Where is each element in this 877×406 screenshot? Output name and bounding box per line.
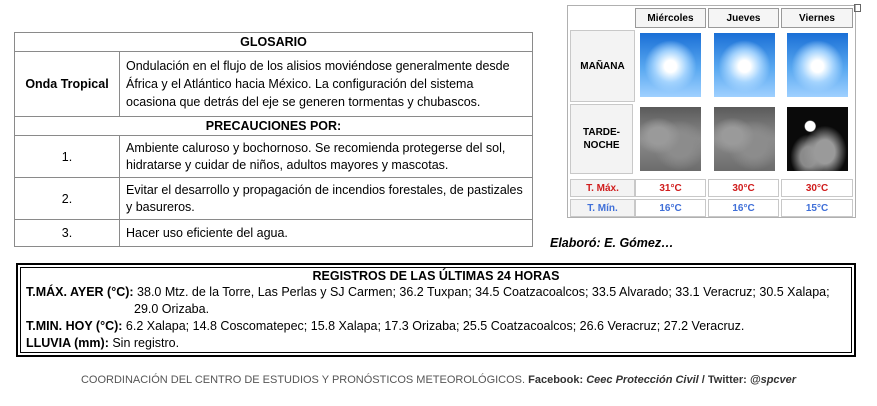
footer bbox=[0, 374, 877, 386]
sunny-icon bbox=[640, 33, 701, 97]
tmax-value: 30°C bbox=[781, 179, 853, 197]
records-tmax-line bbox=[26, 284, 846, 301]
tmax-value: 31°C bbox=[635, 179, 706, 197]
records-tmax-label: T.MÁX. AYER (°C): bbox=[26, 285, 134, 299]
records-title: REGISTROS DE LAS ÚLTIMAS 24 HORAS bbox=[312, 269, 560, 283]
precaution-text: Hacer uso eficiente del agua. bbox=[120, 220, 533, 247]
author: Elaboró: E. Gómez… bbox=[550, 236, 674, 250]
footer-org: COORDINACIÓN DEL CENTRO DE ESTUDIOS Y PRONÓSTICOS METEOROLÓGICOS. bbox=[80, 374, 529, 386]
precaution-number: 1. bbox=[15, 136, 120, 178]
precautions-title: PRECAUCIONES POR: bbox=[15, 117, 533, 136]
footer-tw-label: Twitter: bbox=[707, 374, 750, 386]
records-tmin-text: 6.2 Xalapa; 14.8 Coscomatepec; 15.8 Xalapa; 17.3 Orizaba; 25.5 Coatzacoalcos; 26.6 Veracruz; 27.2 Veracruz. bbox=[122, 319, 745, 333]
day-header: Jueves bbox=[708, 8, 779, 28]
records-box bbox=[16, 263, 856, 357]
forecast-panel bbox=[567, 5, 856, 218]
records-rain-label: LLUVIA (mm): bbox=[26, 336, 109, 350]
precaution-number: 2. bbox=[15, 178, 120, 220]
glossary-title: GLOSARIO bbox=[15, 33, 533, 52]
records-tmin-line bbox=[26, 318, 846, 335]
footer-twitter: @spcver bbox=[749, 374, 797, 386]
records-tmin-label: T.MIN. HOY (°C): bbox=[26, 319, 123, 333]
records-rain-text: Sin registro. bbox=[108, 336, 180, 350]
precaution-text: Evitar el desarrollo y propagación de incendios forestales, de pastizales y basureros. bbox=[120, 178, 533, 220]
footer-fb-label: Facebook: bbox=[528, 374, 587, 386]
row-label-morning: MAÑANA bbox=[570, 30, 635, 102]
records-rain-line bbox=[26, 335, 846, 352]
records-tmax-text2: 29.0 Orizaba. bbox=[134, 302, 210, 316]
cloudy-icon bbox=[640, 107, 701, 171]
tmin-label: T. Mín. bbox=[570, 199, 635, 217]
cloudy-icon bbox=[714, 107, 775, 171]
tmin-value: 16°C bbox=[708, 199, 779, 217]
tmax-value: 30°C bbox=[708, 179, 779, 197]
footer-facebook: Ceec Protección Civil bbox=[586, 374, 699, 386]
glossary-term: Onda Tropical bbox=[15, 52, 120, 117]
tmin-value: 16°C bbox=[635, 199, 706, 217]
tmin-value: 15°C bbox=[781, 199, 853, 217]
glossary-definition: Ondulación en el flujo de los alisios moviéndose generalmente desde África y el Atlántico hacia México. La configuración del sistema ocasiona que detrás del eje se generen tormentas y chubascos. bbox=[120, 52, 533, 117]
records-tmax-text: 38.0 Mtz. de la Torre, Las Perlas y SJ Carmen; 36.2 Tuxpan; 34.5 Coatzacoalcos; 33.5 Alvarado; 33.1 Veracruz; 30.5 Xalapa; bbox=[133, 285, 830, 299]
sunny-icon bbox=[787, 33, 848, 97]
day-header: Miércoles bbox=[635, 8, 706, 28]
precaution-number: 3. bbox=[15, 220, 120, 247]
precaution-text: Ambiente caluroso y bochornoso. Se recomienda protegerse del sol, hidratarse y cuidar de niños, adultos mayores y mascotas. bbox=[120, 136, 533, 178]
footer-sep: / bbox=[698, 374, 708, 386]
scroll-marker-icon bbox=[854, 4, 861, 12]
row-label-evening: TARDE-NOCHE bbox=[570, 104, 633, 174]
tmax-label: T. Máx. bbox=[570, 179, 635, 197]
glossary-table bbox=[14, 32, 533, 247]
night-cloudy-icon bbox=[787, 107, 848, 171]
sunny-icon bbox=[714, 33, 775, 97]
day-header: Viernes bbox=[781, 8, 853, 28]
